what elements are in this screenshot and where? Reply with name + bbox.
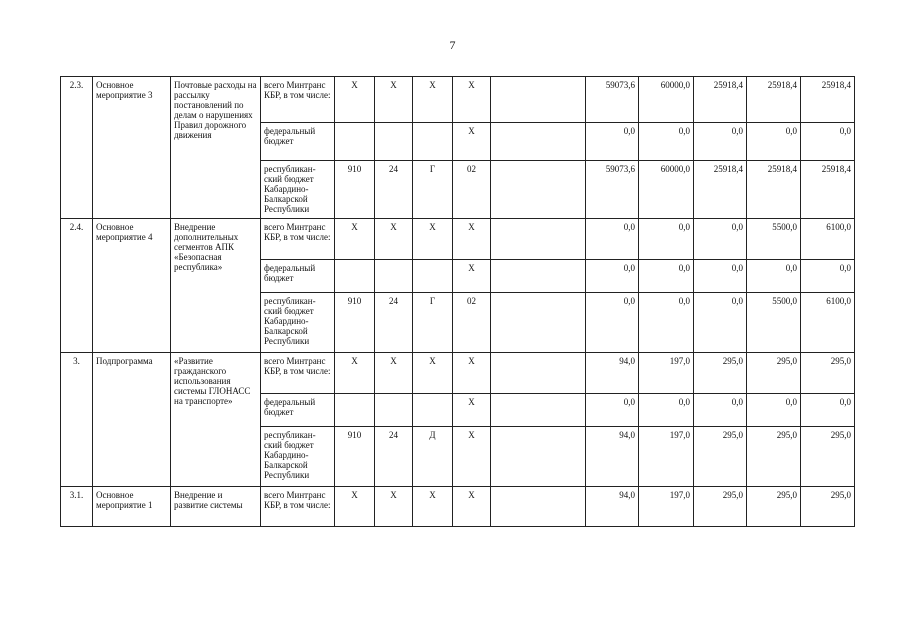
amount-cell: 59073,6: [586, 161, 639, 219]
title-cell: Внедрение и развитие системы: [171, 487, 261, 527]
budget-code-cell: Х: [335, 219, 375, 260]
amount-cell: 295,0: [747, 487, 801, 527]
budget-code-cell: [413, 260, 453, 293]
budget-code-cell: Х: [453, 77, 491, 123]
amount-cell: 0,0: [801, 123, 855, 161]
amount-cell: 25918,4: [694, 161, 747, 219]
amount-cell: 0,0: [694, 219, 747, 260]
row-number-cell: 3.: [61, 353, 93, 487]
funding-source-cell: федеральный бюджет: [261, 394, 335, 427]
amount-cell: 0,0: [586, 123, 639, 161]
budget-code-cell: Х: [453, 427, 491, 487]
funding-source-cell: федеральный бюджет: [261, 260, 335, 293]
budget-code-cell: [335, 260, 375, 293]
amount-cell: 295,0: [747, 353, 801, 394]
budget-code-cell: 24: [375, 293, 413, 353]
budget-code-cell: [375, 260, 413, 293]
amount-cell: 25918,4: [747, 161, 801, 219]
amount-cell: 197,0: [639, 487, 694, 527]
amount-cell: 295,0: [747, 427, 801, 487]
budget-code-cell: Х: [413, 353, 453, 394]
page-number: 7: [449, 38, 456, 52]
budget-code-cell: Х: [453, 219, 491, 260]
budget-code-cell: Х: [453, 394, 491, 427]
empty-cell: [491, 293, 586, 353]
status-cell: Основное мероприятие 4: [93, 219, 171, 353]
budget-code-cell: Х: [375, 77, 413, 123]
table-row: [61, 487, 855, 527]
amount-cell: 25918,4: [694, 77, 747, 123]
amount-cell: 0,0: [747, 394, 801, 427]
budget-code-cell: 24: [375, 427, 413, 487]
empty-cell: [491, 123, 586, 161]
amount-cell: 6100,0: [801, 219, 855, 260]
amount-cell: 0,0: [694, 394, 747, 427]
amount-cell: 0,0: [586, 260, 639, 293]
budget-code-cell: [375, 123, 413, 161]
budget-code-cell: Г: [413, 293, 453, 353]
budget-code-cell: Х: [413, 77, 453, 123]
budget-code-cell: Х: [375, 487, 413, 527]
amount-cell: 0,0: [747, 260, 801, 293]
amount-cell: 0,0: [586, 394, 639, 427]
funding-source-cell: всего Минтранс КБР, в том числе:: [261, 353, 335, 394]
funding-source-cell: всего Минтранс КБР, в том числе:: [261, 77, 335, 123]
budget-code-cell: Д: [413, 427, 453, 487]
amount-cell: 5500,0: [747, 293, 801, 353]
amount-cell: 295,0: [694, 353, 747, 394]
amount-cell: 295,0: [801, 353, 855, 394]
table-row: [61, 219, 855, 260]
amount-cell: 25918,4: [801, 77, 855, 123]
empty-cell: [491, 219, 586, 260]
amount-cell: 0,0: [747, 123, 801, 161]
budget-code-cell: Х: [413, 487, 453, 527]
amount-cell: 197,0: [639, 353, 694, 394]
amount-cell: 295,0: [694, 427, 747, 487]
amount-cell: 25918,4: [801, 161, 855, 219]
budget-code-cell: Х: [453, 353, 491, 394]
budget-code-cell: Х: [375, 219, 413, 260]
amount-cell: 0,0: [801, 260, 855, 293]
amount-cell: 5500,0: [747, 219, 801, 260]
amount-cell: 0,0: [694, 260, 747, 293]
budget-code-cell: Х: [453, 260, 491, 293]
budget-code-cell: Г: [413, 161, 453, 219]
budget-code-cell: Х: [335, 77, 375, 123]
amount-cell: 25918,4: [747, 77, 801, 123]
funding-source-cell: федеральный бюджет: [261, 123, 335, 161]
row-number-cell: 2.4.: [61, 219, 93, 353]
amount-cell: 94,0: [586, 487, 639, 527]
status-cell: Основное мероприятие 1: [93, 487, 171, 527]
title-cell: Почтовые расходы на рассылку постановлений по делам о нарушениях Правил дорожного движения: [171, 77, 261, 219]
budget-code-cell: Х: [375, 353, 413, 394]
amount-cell: 295,0: [801, 427, 855, 487]
table-row: [61, 77, 855, 123]
budget-code-cell: 02: [453, 293, 491, 353]
amount-cell: 0,0: [639, 394, 694, 427]
empty-cell: [491, 77, 586, 123]
budget-code-cell: [413, 123, 453, 161]
amount-cell: 0,0: [639, 123, 694, 161]
row-number-cell: 2.3.: [61, 77, 93, 219]
row-number-cell: 3.1.: [61, 487, 93, 527]
budget-code-cell: [413, 394, 453, 427]
amount-cell: 0,0: [639, 219, 694, 260]
funding-source-cell: республикан-ский бюджет Кабардино-Балкарской Республики: [261, 293, 335, 353]
amount-cell: 0,0: [586, 293, 639, 353]
budget-code-cell: Х: [413, 219, 453, 260]
funding-source-cell: республикан-ский бюджет Кабардино-Балкарской Республики: [261, 427, 335, 487]
amount-cell: 0,0: [639, 293, 694, 353]
budget-code-cell: Х: [453, 487, 491, 527]
funding-source-cell: всего Минтранс КБР, в том числе:: [261, 487, 335, 527]
table-row: [61, 353, 855, 394]
amount-cell: 197,0: [639, 427, 694, 487]
amount-cell: 295,0: [694, 487, 747, 527]
title-cell: Внедрение дополнительных сегментов АПК «Безопасная республика»: [171, 219, 261, 353]
budget-code-cell: 02: [453, 161, 491, 219]
amount-cell: 60000,0: [639, 161, 694, 219]
budget-code-cell: [335, 123, 375, 161]
amount-cell: 60000,0: [639, 77, 694, 123]
empty-cell: [491, 353, 586, 394]
amount-cell: 0,0: [694, 123, 747, 161]
amount-cell: 0,0: [801, 394, 855, 427]
empty-cell: [491, 427, 586, 487]
amount-cell: 0,0: [694, 293, 747, 353]
status-cell: Подпрограмма: [93, 353, 171, 487]
funding-source-cell: всего Минтранс КБР, в том числе:: [261, 219, 335, 260]
budget-code-cell: Х: [453, 123, 491, 161]
budget-code-cell: 910: [335, 161, 375, 219]
budget-code-cell: Х: [335, 353, 375, 394]
empty-cell: [491, 394, 586, 427]
amount-cell: 295,0: [801, 487, 855, 527]
budget-code-cell: [375, 394, 413, 427]
funding-source-cell: республикан-ский бюджет Кабардино-Балкарской Республики: [261, 161, 335, 219]
amount-cell: 6100,0: [801, 293, 855, 353]
empty-cell: [491, 260, 586, 293]
budget-code-cell: 910: [335, 427, 375, 487]
amount-cell: 94,0: [586, 353, 639, 394]
budget-code-cell: [335, 394, 375, 427]
empty-cell: [491, 487, 586, 527]
title-cell: «Развитие гражданского использования системы ГЛОНАСС на транспорте»: [171, 353, 261, 487]
budget-table: [60, 76, 855, 527]
amount-cell: 94,0: [586, 427, 639, 487]
amount-cell: 59073,6: [586, 77, 639, 123]
empty-cell: [491, 161, 586, 219]
amount-cell: 0,0: [639, 260, 694, 293]
budget-code-cell: 910: [335, 293, 375, 353]
amount-cell: 0,0: [586, 219, 639, 260]
budget-code-cell: 24: [375, 161, 413, 219]
status-cell: Основное мероприятие 3: [93, 77, 171, 219]
budget-code-cell: Х: [335, 487, 375, 527]
